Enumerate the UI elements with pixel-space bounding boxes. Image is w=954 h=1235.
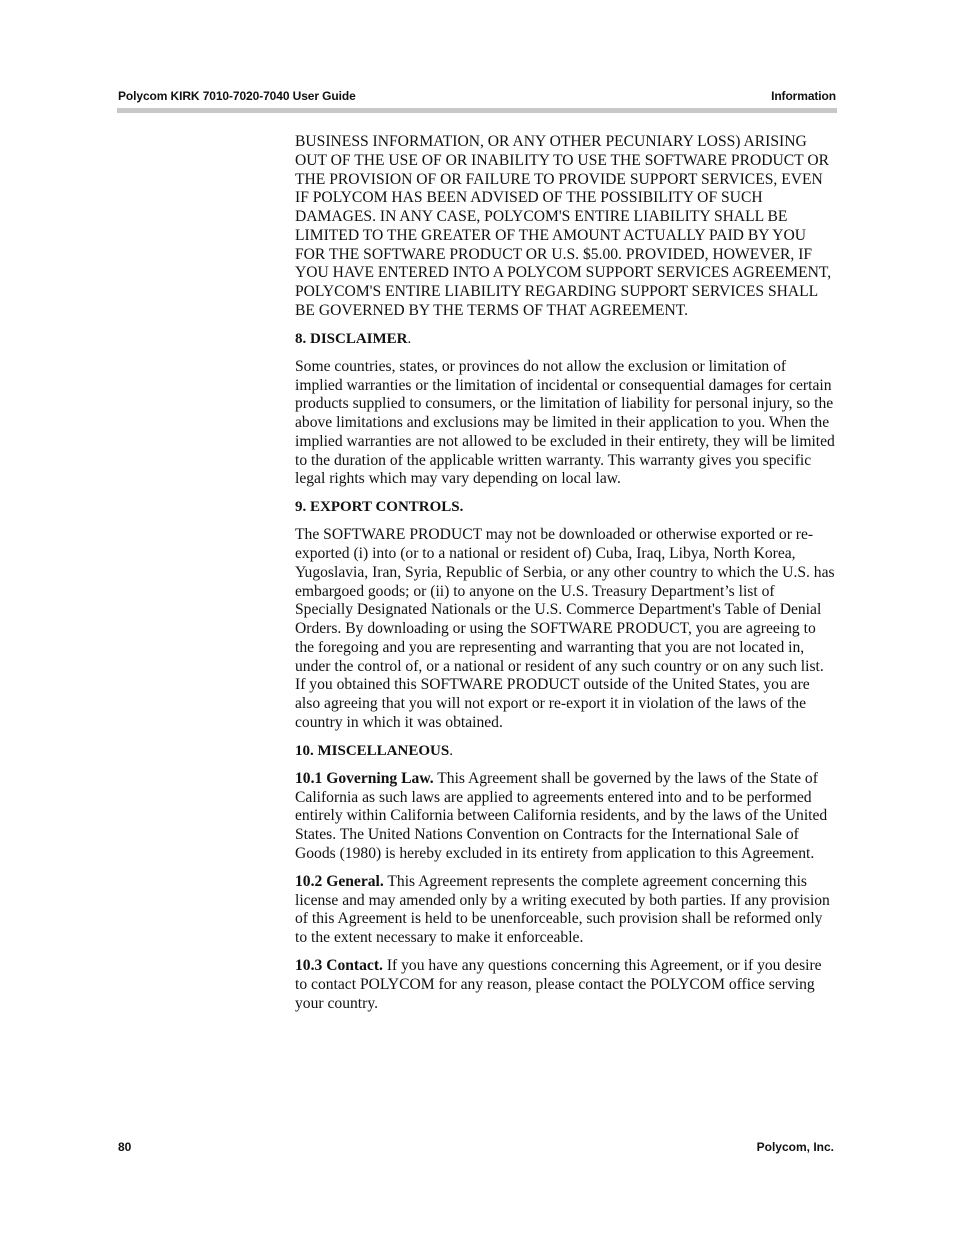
miscellaneous-heading xyxy=(295,742,836,761)
contact-label: 10.3 Contact. xyxy=(295,957,383,974)
document-title: Polycom KIRK 7010-7020-7040 User Guide xyxy=(118,89,356,103)
disclaimer-heading-text: 8. DISCLAIMER xyxy=(295,330,408,347)
governing-law-paragraph xyxy=(295,770,836,864)
general-paragraph xyxy=(295,873,836,948)
export-controls-paragraph: The SOFTWARE PRODUCT may not be downloaded or otherwise exported or re-exported (i) into (or to a national or resident of) Cuba, Iraq, Libya, North Korea, Yugoslavia, Iran, Syria, Republic of Serbia, or any other country to which the U.S. has embargoed goods; or (ii) to anyone on the U.S. Treasury Department’s list of Specially Designated Nationals or the U.S. Commerce Department's Table of Denial Orders. By downloading or using the SOFTWARE PRODUCT, you are agreeing to the foregoing and you are representing and warranting that you are not located in, under the control of, or a national or resident of any such country or on any such list. If you obtained this SOFTWARE PRODUCT outside of the United States, you are also agreeing that you will not export or re-export it in violation of the laws of the country in which it was obtained. xyxy=(295,526,835,731)
contact-paragraph xyxy=(295,957,836,1013)
company-name: Polycom, Inc. xyxy=(756,1140,834,1154)
general-text: This Agreement represents the complete agreement concerning this license and may amended only by a writing executed by both parties. If any provision of this Agreement is held to be unenforceable, such provision shall be reformed only to the extent necessary to make it enforceable. xyxy=(295,872,830,946)
governing-law-label: 10.1 Governing Law. xyxy=(295,769,434,787)
contact-text: If you have any questions concerning this Agreement, or if you desire to contact POLYCOM for any reason, please contact the POLYCOM office serving your country. xyxy=(295,957,822,1012)
miscellaneous-heading-text: 10. MISCELLANEOUS xyxy=(295,742,450,759)
page-number: 80 xyxy=(118,1140,132,1154)
export-controls-heading: 9. EXPORT CONTROLS. xyxy=(295,499,464,516)
header-divider xyxy=(117,108,837,113)
disclaimer-heading xyxy=(295,330,836,349)
liability-paragraph: BUSINESS INFORMATION, OR ANY OTHER PECUNIARY LOSS) ARISING OUT OF THE USE OF OR INABILITY TO USE THE SOFTWARE PRODUCT OR THE PROVISION OF OR FAILURE TO PROVIDE SUPPORT SERVICES, EVEN IF POLYCOM HAS BEEN ADVISED OF THE POSSIBILITY OF SUCH DAMAGES. IN ANY CASE, POLYCOM'S ENTIRE LIABILITY SHALL BE LIMITED TO THE GREATER OF THE AMOUNT ACTUALLY PAID BY YOU FOR THE SOFTWARE PRODUCT OR U.S. $5.00. PROVIDED, HOWEVER, IF YOU HAVE ENTERED INTO A POLYCOM SUPPORT SERVICES AGREEMENT, POLYCOM'S ENTIRE LIABILITY REGARDING SUPPORT SERVICES SHALL BE GOVERNED BY THE TERMS OF THAT AGREEMENT. xyxy=(295,133,832,319)
disclaimer-paragraph: Some countries, states, or provinces do not allow the exclusion or limitation of implied warranties or the limitation of incidental or consequential damages for certain products supplied to consumers, or the limitation of liability for personal injury, so the above limitations and exclusions may be limited in their application to you. When the implied warranties are not allowed to be excluded in their entirety, they will be limited to the duration of the applicable written warranty. This warranty gives you specific legal rights which may vary depending on local law. xyxy=(295,357,835,488)
miscellaneous-heading-period: . xyxy=(449,742,453,759)
page-body xyxy=(295,133,836,1023)
general-label: 10.2 General. xyxy=(295,872,384,890)
page-header xyxy=(118,89,836,105)
page-footer xyxy=(118,1140,834,1156)
governing-law-text: This Agreement shall be governed by the laws of the State of California as such laws are applied to agreements entered into and to be performed entirely within California between California residents, and by the laws of the United States. The United Nations Convention on Contracts for the International Sale of Goods (1980) is hereby excluded in its entirety from application to this Agreement. xyxy=(295,769,828,862)
section-title: Information xyxy=(771,89,836,103)
disclaimer-heading-period: . xyxy=(407,330,412,347)
